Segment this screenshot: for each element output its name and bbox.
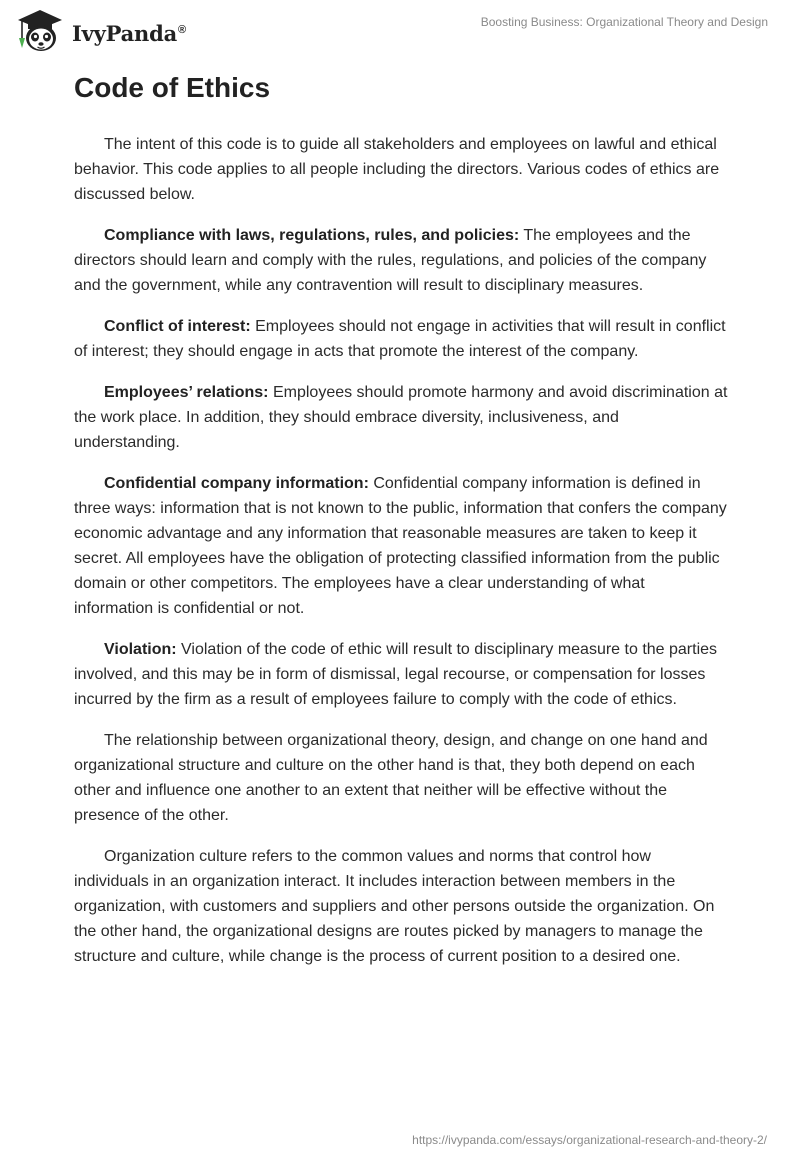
paragraph-text: Violation of the code of ethic will result to disciplinary measure to the parties involved, and this may be in form of dismissal, legal recourse, or compensation for losses incurred by the firm as a result of employees failure to comply with the code of ethics. [74,641,718,708]
brand-name [72,21,186,46]
page-header [0,0,800,60]
paragraph-text: Confidential company information is defined in three ways: information that is not known to the public, information that confers the company economic advantage and any information that reasonable measures are taken to keep it secret. All employees have the obligation of protecting classified information from the public domain or other competitors. The employees have a clear understanding of what information is confidential or not. [74,475,727,617]
paragraph-compliance [74,223,728,298]
panda-graduate-icon [14,8,66,54]
paragraph-term: Confidential company information: [104,475,369,492]
source-url-link[interactable]: https://ivypanda.com/essays/organizational-research-and-theory-2/ [412,1133,767,1147]
paragraph-term: Employees’ relations: [104,384,269,401]
brand-logo[interactable] [14,8,186,54]
paragraph-violation [74,637,728,712]
section-heading: Code of Ethics [74,72,271,103]
paragraph-text: The intent of this code is to guide all stakeholders and employees on lawful and ethical behavior. This code applies to all people including the directors. Various codes of ethics are discussed below. [74,136,720,203]
document-title: Boosting Business: Organizational Theory and Design [480,15,768,29]
paragraph-organization-culture [74,844,728,969]
paragraph-term: Violation: [104,641,177,658]
paragraph-conflict-of-interest [74,314,728,364]
paragraph-term: Compliance with laws, regulations, rules, and policies: [104,227,520,244]
paragraph-text: Employees should promote harmony and avoid discrimination at the work place. In addition, they should embrace diversity, inclusiveness, and understanding. [74,384,728,451]
essay-body [74,132,728,985]
paragraph-text: Employees should not engage in activities that will result in conflict of interest; they should engage in acts that promote the interest of the company. [74,318,726,360]
paragraph-text: The employees and the directors should learn and comply with the rules, regulations, and policies of the company and the government, while any contravention will result to disciplinary measures. [74,227,707,294]
paragraph-employee-relations [74,380,728,455]
paragraph-text: The relationship between organizational theory, design, and change on one hand and organizational structure and culture on the other hand is that, they both depend on each other and influence one another to an extent that neither will be effective without the presence of the other. [74,732,708,824]
brand-name-text: IvyPanda [72,20,178,46]
paragraph-term: Conflict of interest: [104,318,251,335]
paragraph-confidential-info [74,471,728,621]
paragraph-intro [74,132,728,207]
registered-mark: ® [178,23,186,36]
paragraph-relationship [74,728,728,828]
paragraph-text: Organization culture refers to the common values and norms that control how individuals in an organization interact. It includes interaction between members in the organization, with customers and suppliers and other persons outside the organization. On the other hand, the organizational designs are routes picked by managers to manage the structure and culture, while change is the process of current position to a desired one. [74,848,715,965]
